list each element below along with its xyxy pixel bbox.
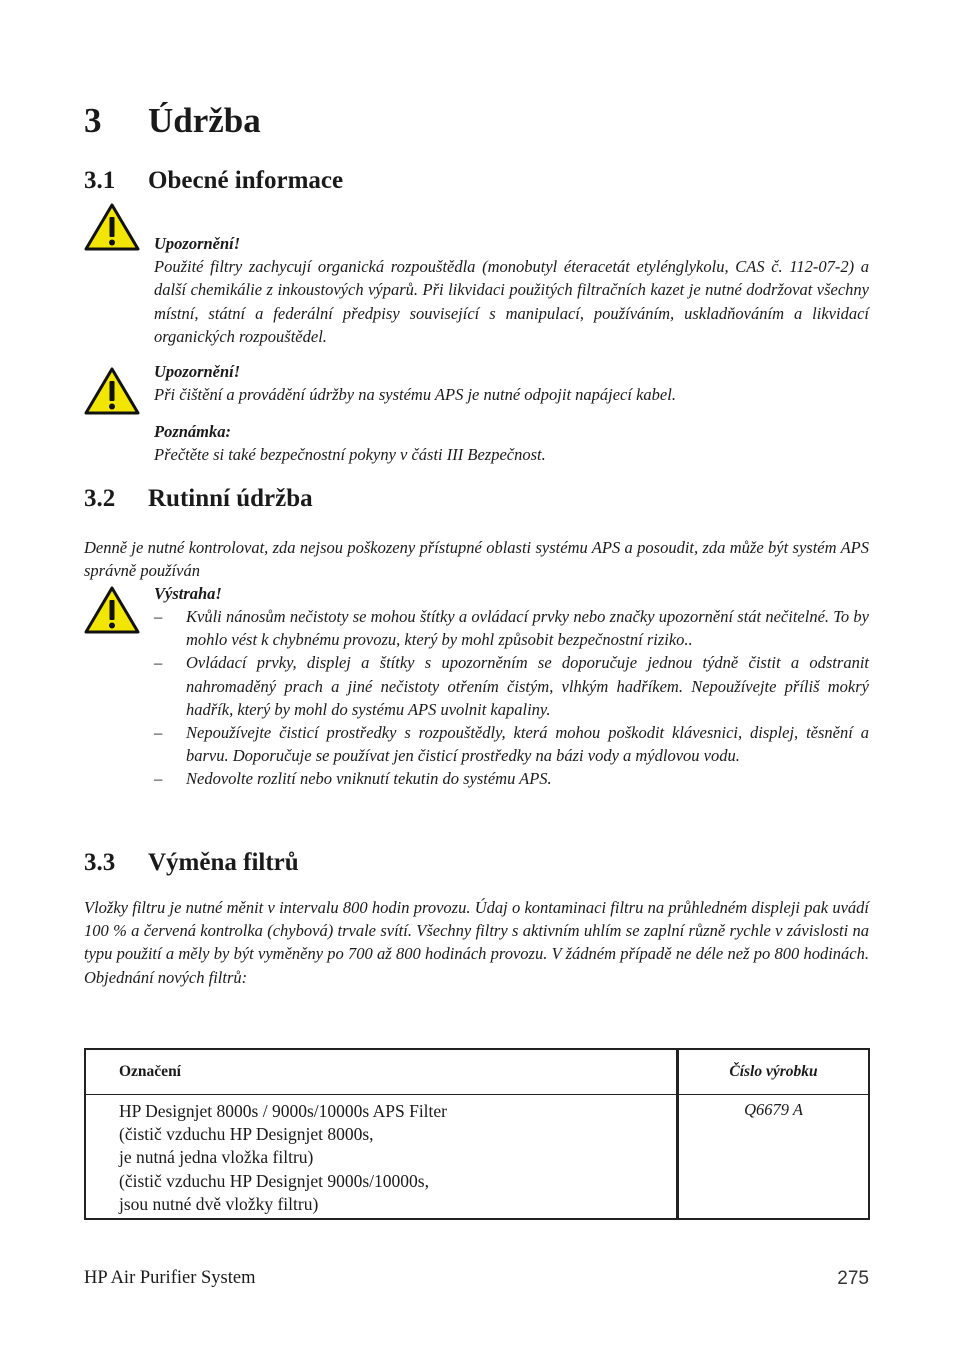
column-header-name: Označení xyxy=(85,1049,678,1095)
section-title: Rutinní údržba xyxy=(148,485,313,512)
section-number: 3.3 xyxy=(84,849,116,876)
note-text: Přečtěte si také bezpečnostní pokyny v části III Bezpečnost. xyxy=(154,445,546,465)
note-text: Použité filtry zachycují organická rozpouštědla (monobutyl éteracetát etylénglykolu, CAS č. 112-07-2) a další chemikálie z inkoustových výparů. Při likvidaci použitých filtračních kazet je nutné dodržovat všechny místní, státní a federální předpisy související s manipulací, používáním, uskladňováním a likvidací organických rozpouštědel. xyxy=(154,257,869,346)
warning-triangle-icon xyxy=(84,585,140,635)
list-item: – Kvůli nánosům nečistoty se mohou štítky a ovládací prvky nebo značky upozornění stát nečitelné. To by mohlo vést k chybnému provozu, který by mohl způsobit bezpečnostní riziko.. xyxy=(154,607,869,650)
note-remark xyxy=(154,420,869,466)
intro-text: Vložky filtru je nutné měnit v intervalu 800 hodin provozu. Údaj o kontaminaci filtru na průhledném displeji pak uvádí 100 % a červená kontrolka (chybová) trvale svítí. Všechny filtry s aktivním uhlím se zaplní různě rychle v závislosti na typu použití a měly by být vyměněny po 700 až 800 hodinách provozu. V žádném případě ne déle než po 800 hodinách. Objednání nových filtrů: xyxy=(84,898,869,987)
table-row xyxy=(85,1095,869,1220)
part-number: Q6679 A xyxy=(678,1095,870,1220)
list-item: – Ovládací prvky, displej a štítky s upozorněním se doporučuje jednou týdně čistit a odstranit nahromaděný prach a jiné nečistoty otřením čistým, vlhkým hadříkem. Nepoužívejte příliš mokrý hadřík, který by mohl do systému APS uvolnit kapaliny. xyxy=(154,653,869,719)
list-item: – Nedovolte rozlití nebo vniknutí tekutin do systému APS. xyxy=(154,769,552,789)
page-number: 275 xyxy=(837,1268,869,1289)
section-title: Obecné informace xyxy=(148,167,344,194)
warning-block xyxy=(154,582,869,605)
section-2-intro xyxy=(84,536,869,582)
note-text: Při čištění a provádění údržby na systému APS je nutné odpojit napájecí kabel. xyxy=(154,385,676,405)
section-number: 3.2 xyxy=(84,485,116,512)
note-caution-filters xyxy=(154,232,869,348)
section-heading-3-2 xyxy=(84,484,313,514)
note-label: Upozornění! xyxy=(154,234,241,253)
column-header-part: Číslo výrobku xyxy=(678,1049,870,1095)
chapter-title: Údržba xyxy=(148,101,261,140)
chapter-number: 3 xyxy=(84,101,102,140)
section-number: 3.1 xyxy=(84,167,116,194)
note-label: Upozornění! xyxy=(154,362,241,381)
warning-triangle-icon xyxy=(84,202,140,252)
list-item: – Nepoužívejte čisticí prostředky s rozpouštědly, která mohou poškodit klávesnici, displej, těsnění a barvu. Doporučuje se používat jen čisticí prostředky na bázi vody a mýdlovou vodu. xyxy=(154,723,869,766)
note-caution-power xyxy=(154,360,869,406)
chapter-heading xyxy=(84,100,261,142)
section-3-intro xyxy=(84,896,869,989)
filter-order-table xyxy=(84,1048,870,1220)
warning-label: Výstraha! xyxy=(154,584,222,603)
section-heading-3-3 xyxy=(84,848,299,878)
intro-text: Denně je nutné kontrolovat, zda nejsou poškozeny přístupné oblasti systému APS a posoudit, zda může být systém APS správně používán xyxy=(84,538,869,581)
note-label: Poznámka: xyxy=(154,422,232,441)
warning-list xyxy=(154,605,869,791)
section-title: Výměna filtrů xyxy=(148,849,299,876)
table-header-row xyxy=(85,1049,869,1095)
product-description: HP Designjet 8000s / 9000s/10000s APS Filter (čistič vzduchu HP Designjet 8000s, je nutná jedna vložka filtru) (čistič vzduchu HP Designjet 9000s/10000s, jsou nutné dvě vložky filtru) xyxy=(85,1095,678,1220)
section-heading-3-1 xyxy=(84,166,343,196)
footer-title: HP Air Purifier System xyxy=(84,1268,256,1288)
warning-triangle-icon xyxy=(84,366,140,416)
